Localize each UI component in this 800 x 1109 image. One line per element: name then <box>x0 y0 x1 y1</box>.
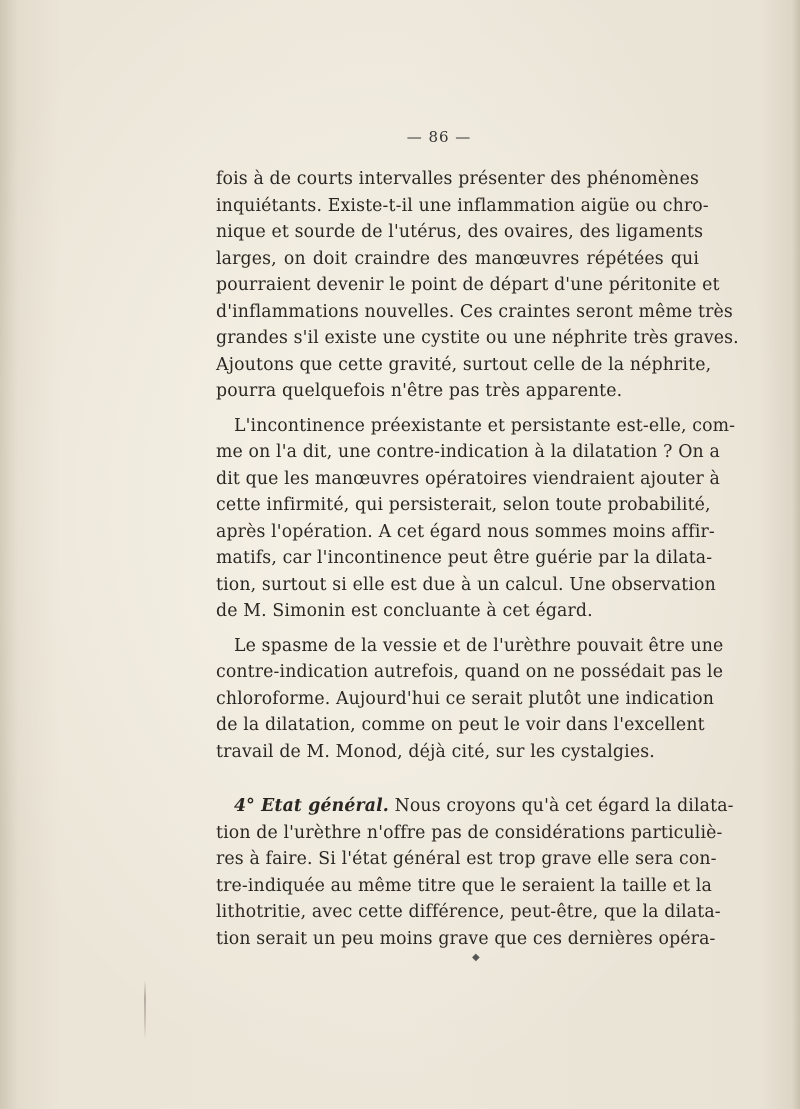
text-line: pourraient devenir le point de départ d'une péritonite et <box>216 275 720 295</box>
text-line: tion de l'urèthre n'offre pas de considérations particuliè- <box>216 822 723 843</box>
text-line: contre-indication autrefois, quand on ne possédait pas le <box>216 662 724 682</box>
text-line: nique et sourde de l'utérus, des ovaires, des ligaments <box>216 222 704 242</box>
paragraph <box>216 166 739 405</box>
text-line: tre-indiquée au même titre que le seraient la taille et la <box>216 875 712 896</box>
page-number: — 86 — <box>406 128 472 146</box>
section-heading: 4° Etat général. <box>234 796 389 816</box>
text-line: de M. Simonin est concluante à cet égard. <box>216 601 593 621</box>
text-line: cette infirmité, qui persisterait, selon toute probabilité, <box>216 495 711 515</box>
text-line: me on l'a dit, une contre-indication à la dilatation ? On a <box>216 442 720 462</box>
text-line: chloroforme. Aujourd'hui ce serait plutôt une indication <box>216 688 715 709</box>
text-line <box>216 793 734 820</box>
text-line: larges, on doit craindre des manœuvres répétées qui <box>216 248 699 269</box>
text-line: pourra quelquefois n'être pas très apparente. <box>216 381 623 401</box>
text-line: après l'opération. A cet égard nous sommes moins affir- <box>216 521 715 542</box>
text-line: res à faire. Si l'état général est trop grave elle sera con- <box>216 849 717 869</box>
text-line: grandes s'il existe une cystite ou une néphrite très graves. <box>216 328 739 348</box>
text-line: lithotritie, avec cette différence, peut-être, que la dilata- <box>216 902 721 922</box>
text-line: Le spasme de la vessie et de l'urèthre pouvait être une <box>234 635 724 656</box>
text-line: de la dilatation, comme on peut le voir dans l'excellent <box>216 715 705 735</box>
text-line: dit que les manœuvres opératoires viendraient ajouter à <box>216 468 720 489</box>
text-line: Ajoutons que cette gravité, surtout celle de la néphrite, <box>216 354 712 375</box>
text-line: matifs, car l'incontinence peut être guérie par la dilata- <box>216 548 713 568</box>
text-line: inquiétants. Existe-t-il une inflammation aigüe ou chro- <box>216 195 709 216</box>
section-etat-general <box>216 793 734 952</box>
text-line: d'inflammations nouvelles. Ces craintes seront même très <box>216 301 733 322</box>
paragraph <box>216 633 724 766</box>
text-line: fois à de courts intervalles présenter des phénomènes <box>216 169 699 189</box>
text-line: travail de M. Monod, déjà cité, sur les cystalgies. <box>216 741 655 762</box>
text-line: L'incontinence préexistante et persistante est-elle, com- <box>234 415 736 436</box>
footer-mark: ◆ <box>472 952 480 963</box>
section-first-line: Nous croyons qu'à cet égard la dilata- <box>394 796 734 816</box>
paragraph <box>216 413 736 625</box>
body-text <box>216 166 739 952</box>
margin-mark <box>144 980 146 1040</box>
text-line: tion, surtout si elle est due à un calcul. Une observation <box>216 574 716 595</box>
text-line: tion serait un peu moins grave que ces dernières opéra- <box>216 928 716 949</box>
